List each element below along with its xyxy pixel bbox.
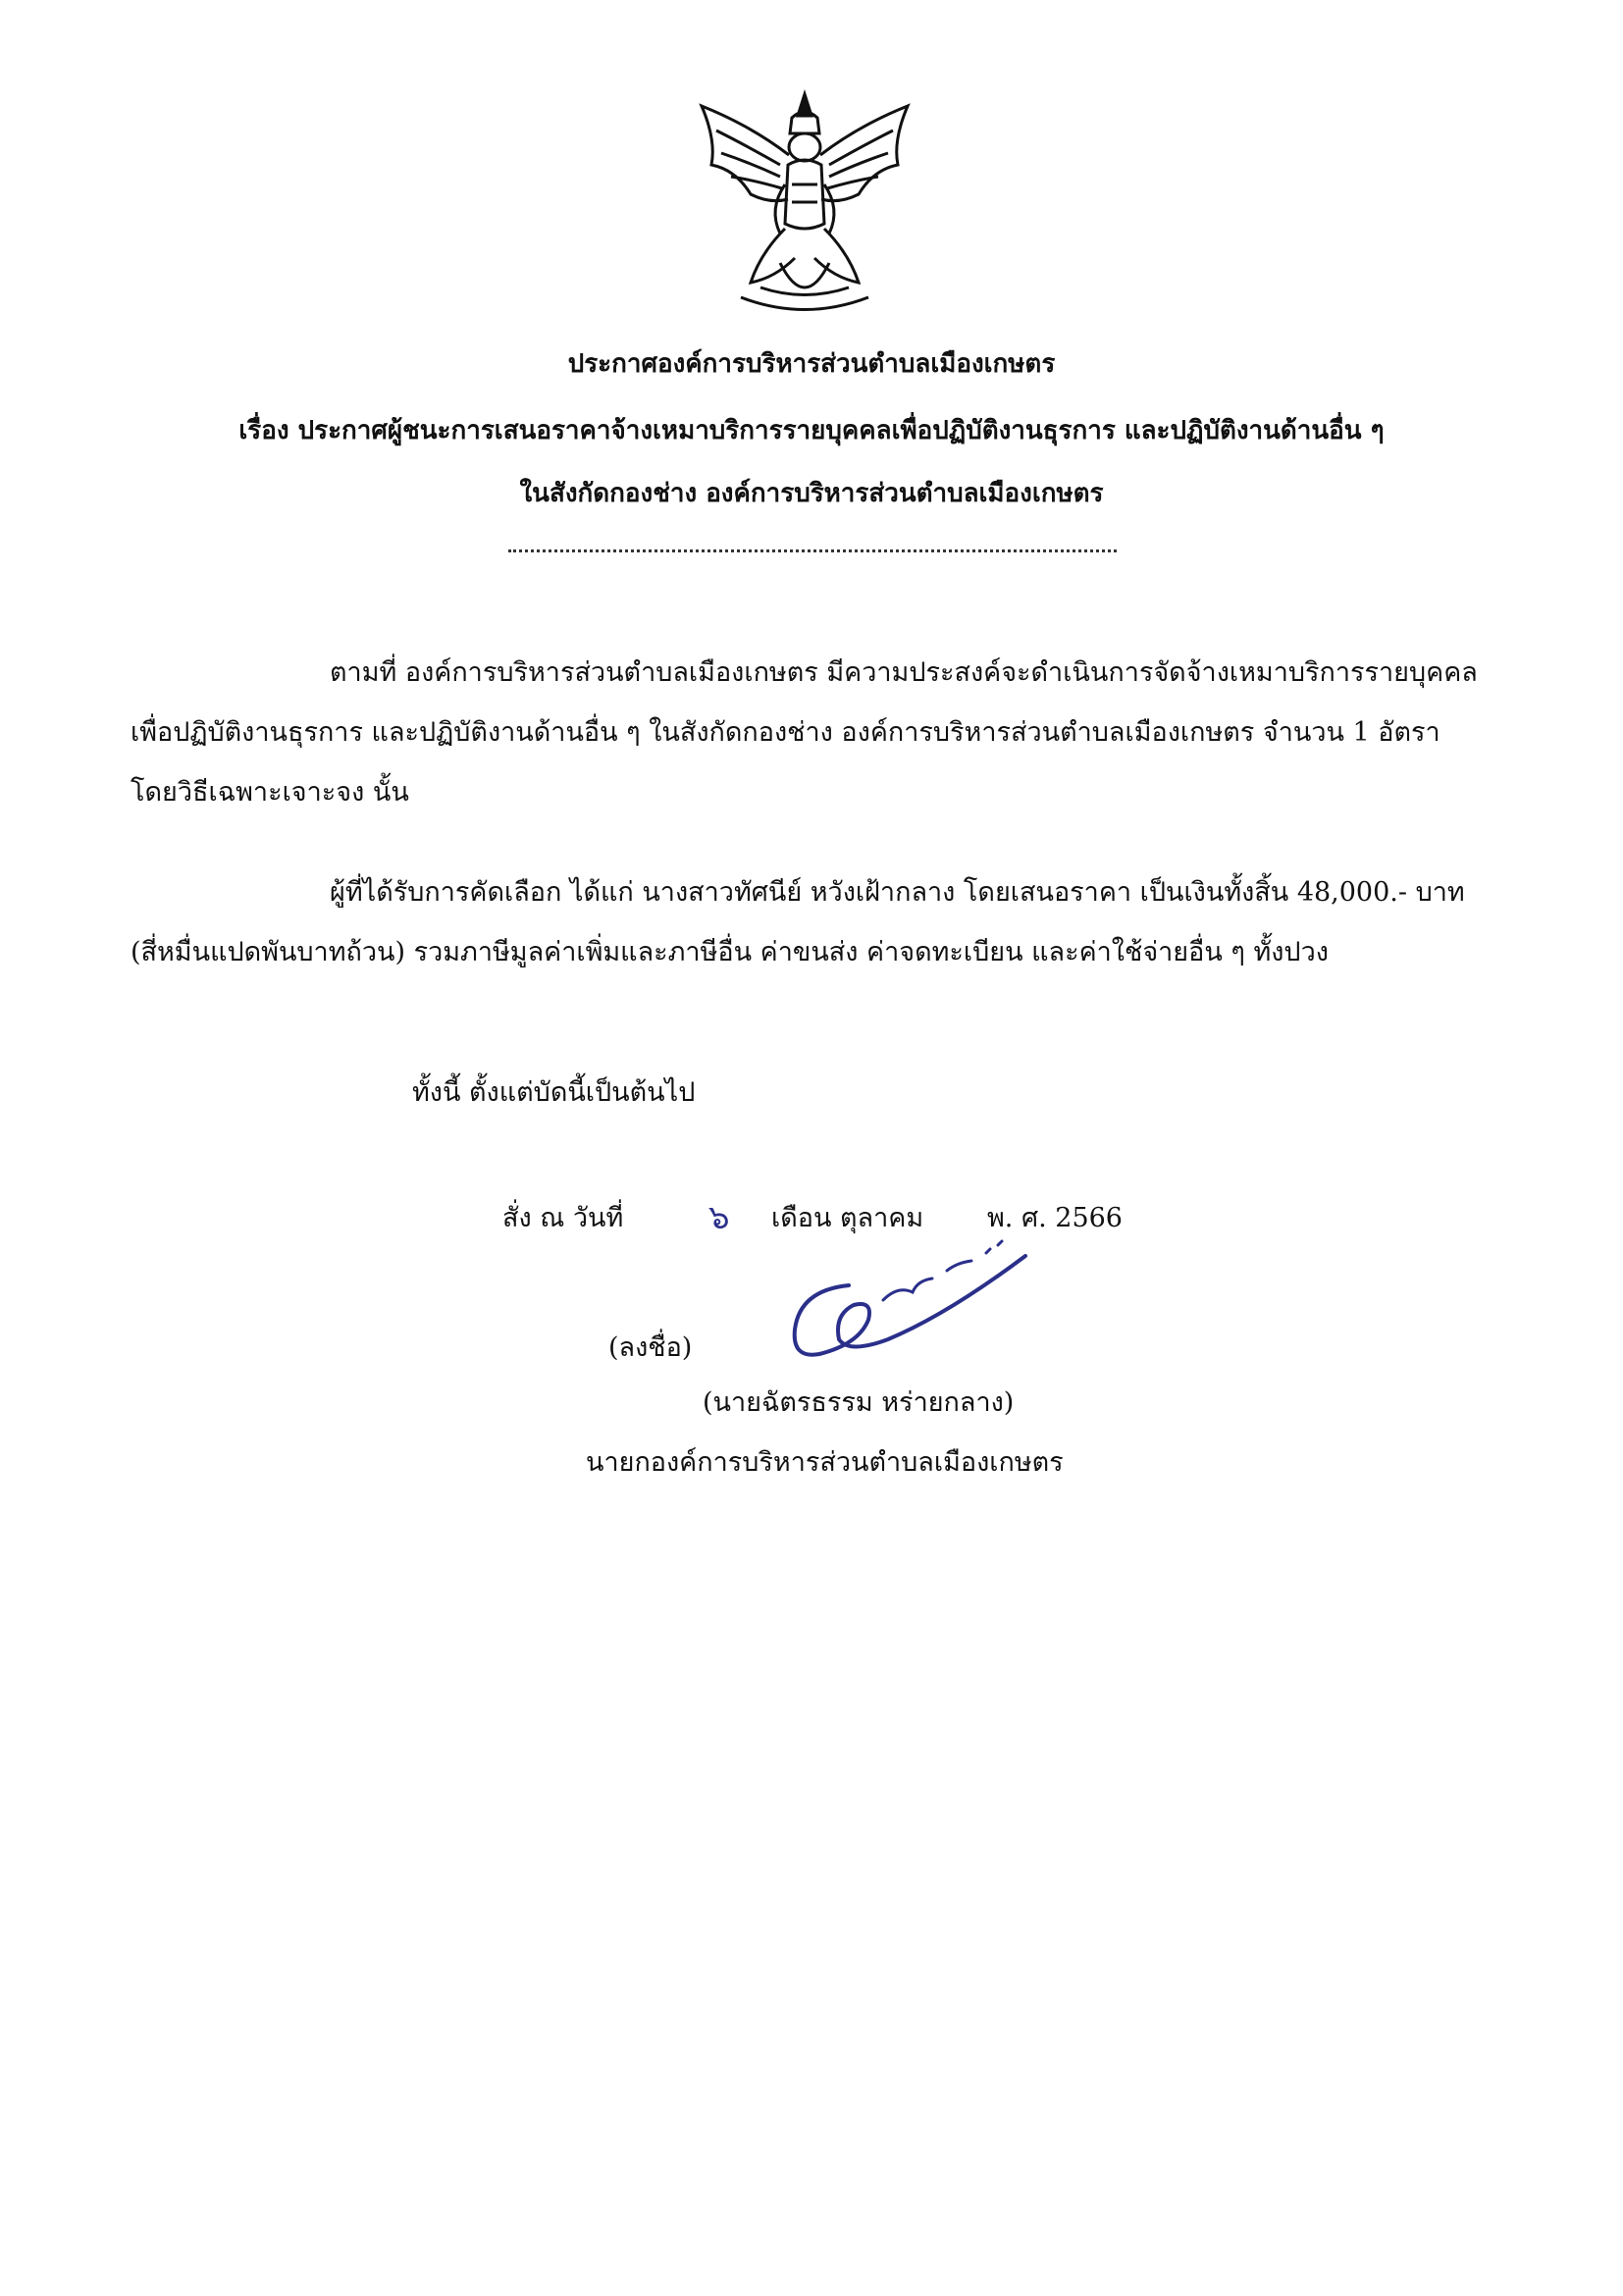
sign-label: (ลงชื่อ) [608,1332,693,1363]
dotted-separator [508,549,1117,552]
effective-statement: ทั้งนี้ ตั้งแต่บัดนี้เป็นต้นไป [412,1077,696,1108]
signatory-name: (นายฉัตรธรรม หร่ายกลาง) [703,1387,1015,1418]
order-date-year: พ. ศ. 2566 [987,1203,1123,1233]
order-date-month: เดือน ตุลาคม [771,1203,924,1233]
paragraph-1-line-2: เพื่อปฏิบัติงานธุรการ และปฏิบัติงานด้านอื่น ๆ ในสังกัดกองช่าง องค์การบริหารส่วนตำบลเมืองเกษตร จำนวน 1 อัตรา [131,717,1440,748]
paragraph-2-line-1: ผู้ที่ได้รับการคัดเลือก ได้แก่ นางสาวทัศนีย์ หวังเฝ้ากลาง โดยเสนอราคา เป็นเงินทั้งสิ้น 48,000.- บาท [330,877,1465,908]
signatory-position: นายกองค์การบริหารส่วนตำบลเมืองเกษตร [586,1447,1064,1478]
handwritten-signature-icon [780,1231,1045,1379]
paragraph-1-line-3: โดยวิธีเฉพาะเจาะจง นั้น [131,777,409,808]
subject-line-2: ในสังกัดกองช่าง องค์การบริหารส่วนตำบลเมืองเกษตร [519,479,1104,508]
order-date-day: ๖ [708,1198,730,1237]
paragraph-2-line-2: (สี่หมื่นแปดพันบาทถ้วน) รวมภาษีมูลค่าเพิ่มและภาษีอื่น ค่าขนส่ง ค่าจดทะเบียน และค่าใช้จ่ายอื่น ๆ ทั้งปวง [131,937,1329,967]
announcement-title: ประกาศองค์การบริหารส่วนตำบลเมืองเกษตร [567,349,1056,379]
garuda-emblem-icon [682,86,927,322]
subject-line-1: เรื่อง ประกาศผู้ชนะการเสนอราคาจ้างเหมาบริการรายบุคคลเพื่อปฏิบัติงานธุรการ และปฏิบัติงานด้านอื่น ๆ [238,416,1385,445]
order-date-prefix: สั่ง ณ วันที่ [502,1203,624,1233]
paragraph-1-line-1: ตามที่ องค์การบริหารส่วนตำบลเมืองเกษตร มีความประสงค์จะดำเนินการจัดจ้างเหมาบริการรายบุคคล [330,657,1478,688]
